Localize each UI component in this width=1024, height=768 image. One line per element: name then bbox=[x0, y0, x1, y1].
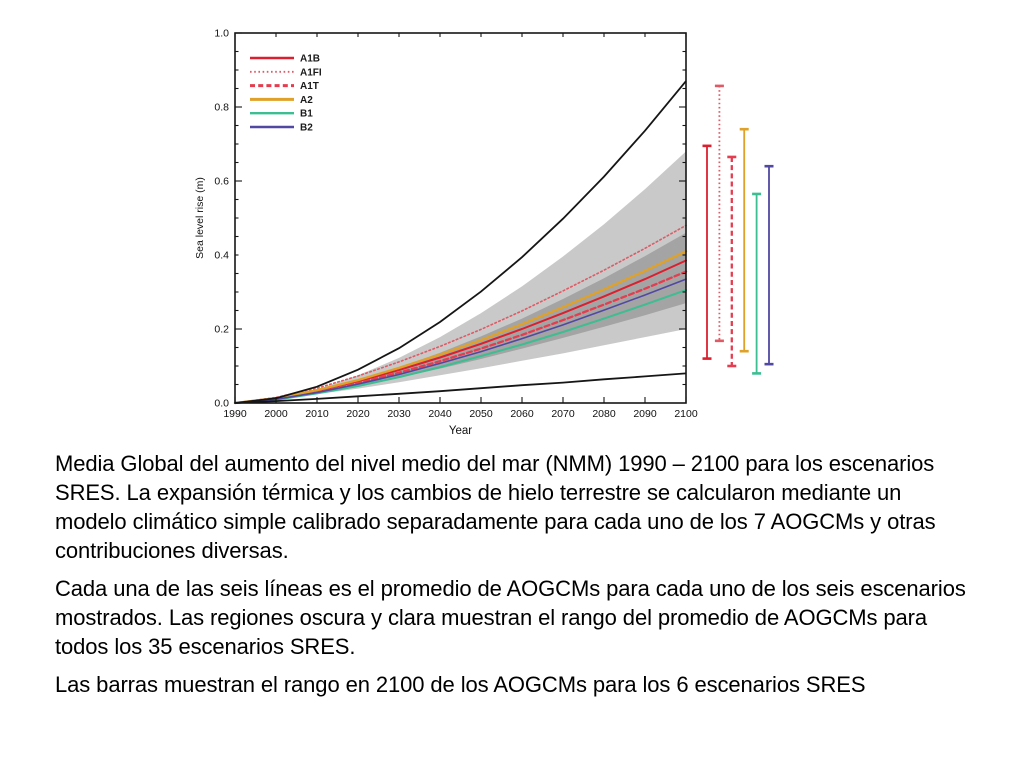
legend-label-b2: B2 bbox=[300, 122, 313, 134]
x-tick-label: 2100 bbox=[674, 408, 698, 420]
x-tick-label: 2040 bbox=[428, 408, 452, 420]
y-tick-label: 0.0 bbox=[214, 397, 229, 410]
uncertainty-bands bbox=[235, 151, 686, 403]
caption-paragraph-3: Las barras muestran el rango en 2100 de los AOGCMs para los 6 escenarios SRES bbox=[55, 672, 866, 697]
legend-label-a1t: A1T bbox=[300, 81, 319, 93]
envelope-lower-curve bbox=[235, 373, 686, 403]
caption-paragraph-2: Cada una de las seis líneas es el promedio de AOGCMs para cada uno de los seis escenarios mostrados. Las regiones oscura y clara muestran el rango del promedio de AOGCMs para todos los 35 escenarios SRES. bbox=[55, 576, 966, 659]
x-tick-label: 2090 bbox=[633, 408, 657, 420]
y-tick-label: 1.0 bbox=[214, 27, 229, 40]
caption-paragraph-1: Media Global del aumento del nivel medio del mar (NMM) 1990 – 2100 para los escenarios SRES. La expansión térmica y los cambios de hielo terrestre se calcularon mediante un modelo climático simple calibrado separadamente para cada uno de los 7 AOGCMs y otras contribuciones diversas. bbox=[55, 451, 936, 563]
range-bars-2100 bbox=[703, 86, 774, 373]
legend-label-a1b: A1B bbox=[300, 53, 321, 65]
x-tick-label: 2070 bbox=[551, 408, 575, 420]
x-tick-label: 1990 bbox=[223, 408, 247, 420]
legend-label-a1fi: A1FI bbox=[300, 67, 322, 79]
x-tick-label: 2080 bbox=[592, 408, 616, 420]
caption-text bbox=[55, 449, 970, 708]
y-tick-label: 0.2 bbox=[214, 323, 229, 336]
y-axis-label: Sea level rise (m) bbox=[194, 177, 206, 259]
x-tick-label: 2060 bbox=[510, 408, 534, 420]
legend-label-b1: B1 bbox=[300, 108, 313, 120]
sea-level-rise-figure bbox=[190, 5, 800, 450]
x-tick-label: 2000 bbox=[264, 408, 288, 420]
x-tick-label: 2020 bbox=[346, 408, 370, 420]
x-tick-label: 2010 bbox=[305, 408, 329, 420]
legend bbox=[250, 54, 322, 134]
x-axis-label: Year bbox=[448, 425, 473, 437]
legend-label-a2: A2 bbox=[300, 94, 313, 106]
x-tick-label: 2030 bbox=[387, 408, 411, 420]
x-tick-label: 2050 bbox=[469, 408, 493, 420]
y-tick-label: 0.8 bbox=[214, 101, 229, 114]
chart-plot bbox=[190, 5, 800, 450]
y-tick-label: 0.6 bbox=[214, 175, 229, 188]
y-tick-label: 0.4 bbox=[214, 249, 229, 262]
